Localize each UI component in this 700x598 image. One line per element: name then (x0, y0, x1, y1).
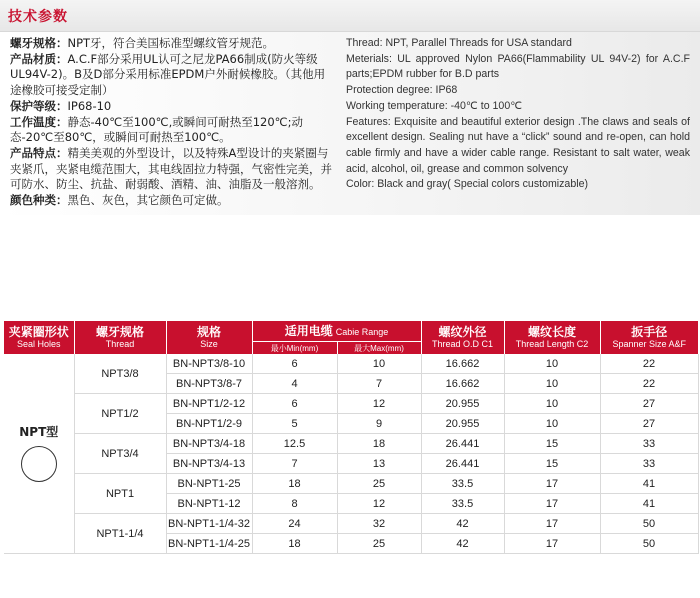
spanner-cell: 41 (600, 474, 698, 494)
cable-min-cell: 5 (252, 414, 337, 434)
cable-min-cell: 24 (252, 514, 337, 534)
spec-en-item: Color: Black and gray( Special colors customizable) (346, 178, 588, 191)
header-size (166, 321, 252, 354)
spec-cn-text: A.C.F部分采用UL认可之尼龙PA66制成(防火等级UL94V-2)。B及D部分采用标准EPDM户外耐候橡胶。（其他用途橡胶可接受定制） (10, 51, 326, 98)
cable-min-cell: 12.5 (252, 434, 337, 454)
cable-max-cell: 25 (337, 474, 421, 494)
header-size-en: Size (200, 339, 218, 349)
size-cell: BN-NPT3/8-10 (166, 354, 252, 374)
length-cell: 17 (504, 494, 600, 514)
spec-en-item: Features: Exquisite and beautiful exterior design .The claws and seals of excellent design. Sealing nut have a “click” sound and re-open, can hold cable firmly and have a wider cable range. Resistant to salt water, weak acid, alcohol, oil, grease and common solvency (346, 115, 690, 175)
spec-cn-label: 螺牙规格： (10, 36, 68, 50)
round-seal-icon (21, 446, 57, 482)
header-spanner-en: Spanner Size A&F (612, 339, 687, 349)
size-cell: BN-NPT1-12 (166, 494, 252, 514)
header-length-zh: 螺纹长度 (527, 325, 576, 339)
spec-en-item: Working temperature: -40℃ to 100℃ (346, 99, 523, 112)
length-cell: 10 (504, 354, 600, 374)
spanner-cell: 33 (600, 454, 698, 474)
thread-cell: NPT3/4 (74, 434, 166, 474)
section-header-bar (0, 0, 700, 32)
spec-cn-label: 颜色种类： (10, 193, 68, 208)
header-length (504, 321, 600, 354)
table-row (4, 354, 698, 374)
spec-cn-label: 产品材质： (10, 51, 68, 66)
header-cable-min: 最小Min(mm) (252, 342, 337, 355)
spanner-cell: 50 (600, 534, 698, 554)
cable-max-cell: 32 (337, 514, 421, 534)
cable-min-cell: 8 (252, 494, 337, 514)
spec-cn-item (10, 146, 336, 193)
od-cell: 26.441 (421, 454, 504, 474)
seal-cell (4, 354, 74, 554)
spec-cn-text: 精美美观的外型设计，以及特殊A型设计的夹紧圈与夹紧爪，夹紧电缆范围大，其电线固拉力特强，气密性完美，并可防水、防尘、抗盐、耐弱酸、酒精、油、油脂及一般溶剂。 (10, 145, 332, 192)
cable-max-cell: 7 (337, 374, 421, 394)
header-thread (74, 321, 166, 354)
spanner-cell: 27 (600, 394, 698, 414)
spec-cn-item (10, 52, 336, 99)
spec-en-item: Meterials: UL approved Nylon PA66(Flammability UL 94V-2) for A.C.F parts;EPDM rubber for B.D parts (346, 52, 690, 81)
cable-max-cell: 18 (337, 434, 421, 454)
od-cell: 16.662 (421, 354, 504, 374)
spanner-cell: 27 (600, 414, 698, 434)
cable-min-cell: 4 (252, 374, 337, 394)
header-seal-en: Seal Holes (16, 339, 61, 349)
length-cell: 15 (504, 454, 600, 474)
od-cell: 26.441 (421, 434, 504, 454)
length-cell: 10 (504, 394, 600, 414)
cable-max-cell: 13 (337, 454, 421, 474)
spanner-cell: 50 (600, 514, 698, 534)
od-cell: 20.955 (421, 394, 504, 414)
cable-min-cell: 6 (252, 354, 337, 374)
header-thread-en: Thread (105, 339, 135, 349)
cable-max-cell: 10 (337, 354, 421, 374)
size-cell: BN-NPT3/8-7 (166, 374, 252, 394)
thread-cell: NPT3/8 (74, 354, 166, 394)
table-row (4, 514, 698, 534)
header-spanner-zh: 扳手径 (631, 325, 668, 339)
table-row (4, 474, 698, 494)
spec-list-chinese (10, 36, 336, 209)
spec-cn-label: 保护等级： (10, 98, 68, 113)
size-cell: BN-NPT1-25 (166, 474, 252, 494)
table-row (4, 434, 698, 454)
header-seal-zh: 夹紧圈形状 (8, 325, 69, 339)
length-cell: 10 (504, 374, 600, 394)
spec-cn-item (10, 36, 336, 52)
od-cell: 42 (421, 534, 504, 554)
spec-cn-item (10, 99, 336, 115)
cable-max-cell: 12 (337, 494, 421, 514)
header-od-zh: 螺纹外径 (438, 325, 487, 339)
header-length-en: Thread Length C2 (515, 339, 589, 349)
spec-en-item: Protection degree: IP68 (346, 84, 458, 97)
spec-cn-label: 产品特点： (10, 145, 68, 160)
spec-list-english (346, 36, 690, 193)
cable-min-cell: 18 (252, 534, 337, 554)
spec-cn-item (10, 115, 336, 146)
size-cell: BN-NPT3/4-18 (166, 434, 252, 454)
length-cell: 10 (504, 414, 600, 434)
spec-cn-text: 静态-40℃至100℃,或瞬间可耐热至120℃;动态-20℃至80℃，或瞬间可耐热至100℃。 (10, 114, 303, 145)
length-cell: 15 (504, 434, 600, 454)
length-cell: 17 (504, 534, 600, 554)
cable-max-cell: 25 (337, 534, 421, 554)
size-cell: BN-NPT3/4-13 (166, 454, 252, 474)
size-cell: BN-NPT1-1/4-32 (166, 514, 252, 534)
header-seal (4, 321, 74, 354)
header-cable-en: Cabie Range (335, 327, 389, 337)
od-cell: 33.5 (421, 474, 504, 494)
spec-cn-text: 黑色、灰色，其它颜色可定做。 (67, 193, 229, 208)
spanner-cell: 41 (600, 494, 698, 514)
od-cell: 42 (421, 514, 504, 534)
thread-cell: NPT1/2 (74, 394, 166, 434)
header-thread-zh: 螺牙规格 (95, 325, 144, 339)
header-size-zh: 规格 (196, 325, 221, 339)
cable-max-cell: 12 (337, 394, 421, 414)
length-cell: 17 (504, 514, 600, 534)
size-cell: BN-NPT1-1/4-25 (166, 534, 252, 554)
spec-en-item: Thread: NPT, Parallel Threads for USA standard (346, 37, 572, 49)
thread-cell: NPT1-1/4 (74, 514, 166, 554)
spec-cn-item (10, 193, 336, 209)
size-cell: BN-NPT1/2-9 (166, 414, 252, 434)
spec-table (4, 321, 699, 554)
thread-cell: NPT1 (74, 474, 166, 514)
size-cell: BN-NPT1/2-12 (166, 394, 252, 414)
spanner-cell: 22 (600, 354, 698, 374)
spec-cn-label: 工作温度： (10, 114, 68, 129)
cable-min-cell: 18 (252, 474, 337, 494)
header-od-en: Thread O.D C1 (431, 339, 494, 349)
section-title: 技术参数 (8, 9, 68, 25)
od-cell: 16.662 (421, 374, 504, 394)
od-cell: 20.955 (421, 414, 504, 434)
seal-type-label: NPT型 (19, 424, 59, 439)
header-cable-zh: 适用电缆 (284, 324, 333, 338)
cable-max-cell: 9 (337, 414, 421, 434)
spec-cn-text: IP68-10 (67, 98, 112, 113)
header-cable (252, 321, 421, 342)
table-row (4, 394, 698, 414)
header-od (421, 321, 504, 354)
cable-min-cell: 7 (252, 454, 337, 474)
spec-table-wrapper (4, 321, 698, 554)
header-spanner (600, 321, 698, 354)
spanner-cell: 22 (600, 374, 698, 394)
spec-cn-text: NPT牙，符合美国标准型螺纹管牙规范。 (67, 36, 275, 50)
header-cable-max: 最大Max(mm) (337, 342, 421, 355)
od-cell: 33.5 (421, 494, 504, 514)
spanner-cell: 33 (600, 434, 698, 454)
cable-min-cell: 6 (252, 394, 337, 414)
length-cell: 17 (504, 474, 600, 494)
